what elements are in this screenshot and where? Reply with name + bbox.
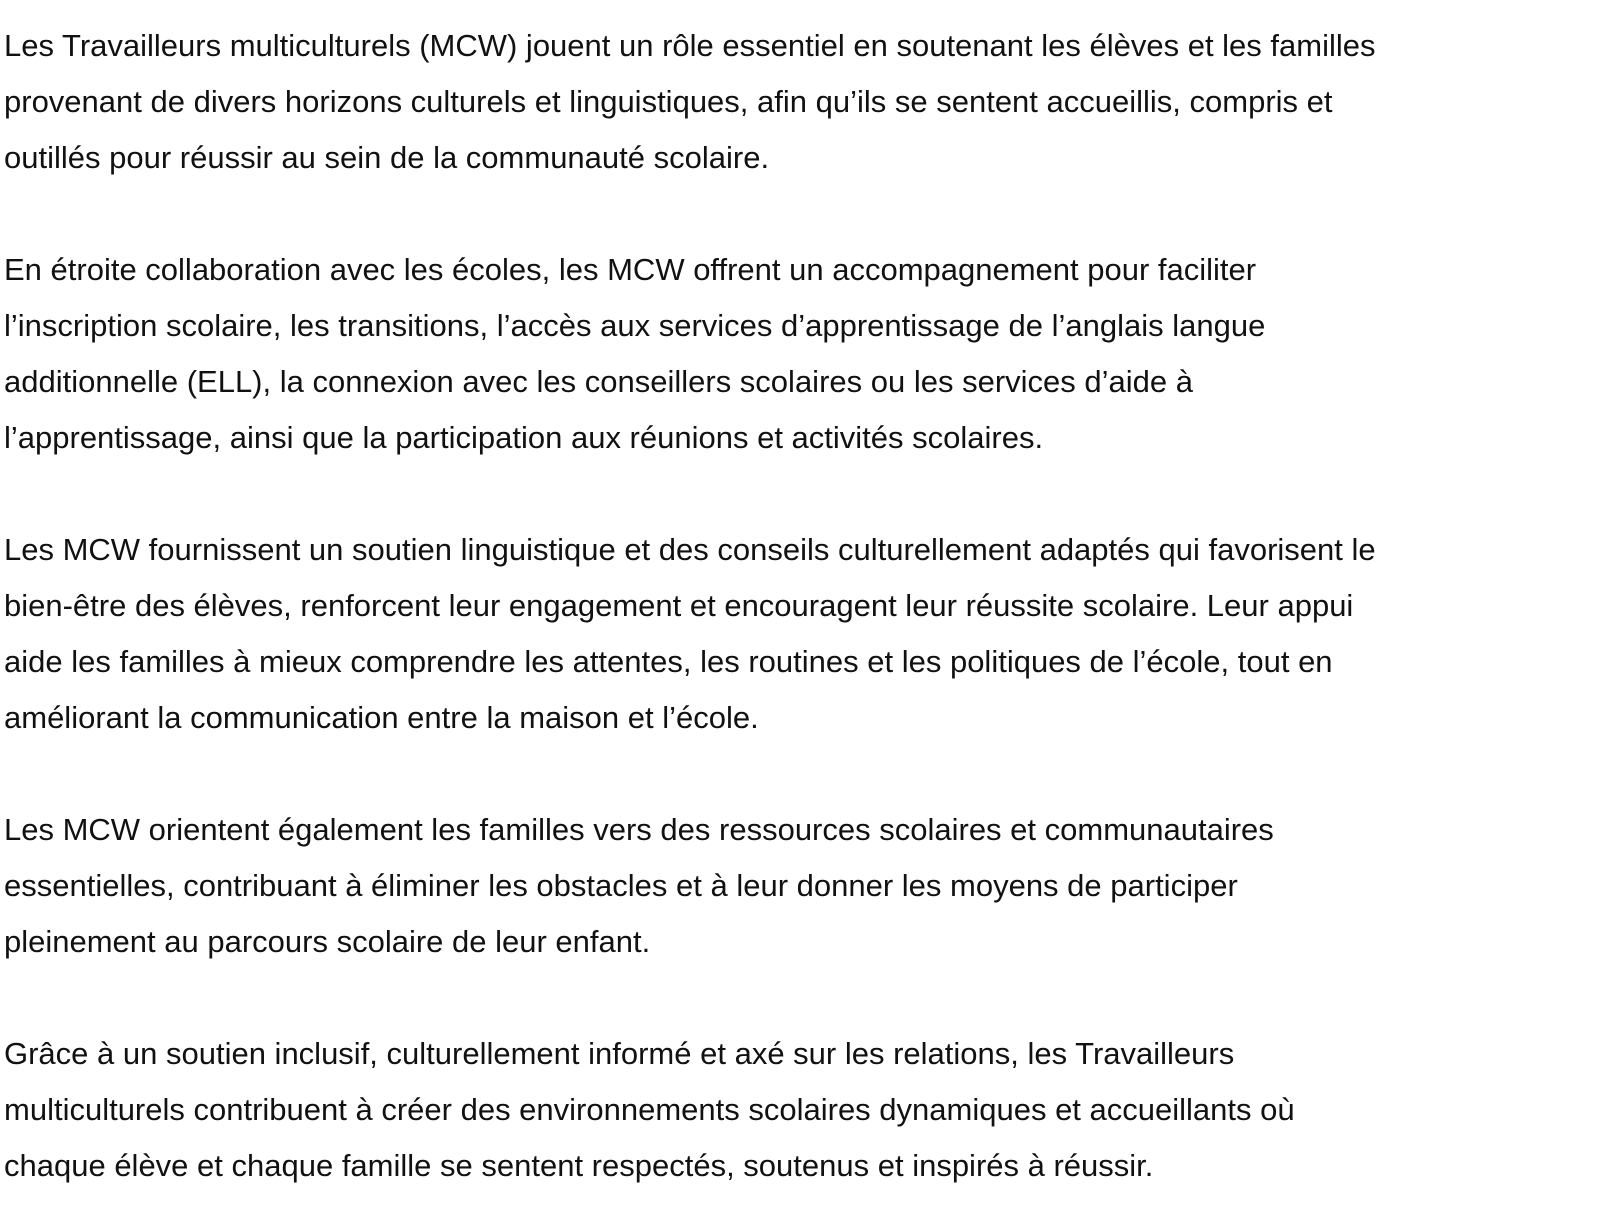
document-body (4, 18, 1596, 1194)
text-line: l’apprentissage, ainsi que la participation aux réunions et activités scolaires. (4, 420, 1044, 455)
text-line: aide les familles à mieux comprendre les attentes, les routines et les politiques de l’école, tout en (4, 644, 1333, 679)
text-line: l’inscription scolaire, les transitions, l’accès aux services d’apprentissage de l’anglais langue (4, 308, 1266, 343)
text-line: multiculturels contribuent à créer des environnements scolaires dynamiques et accueillants où (4, 1092, 1295, 1127)
text-line: provenant de divers horizons culturels et linguistiques, afin qu’ils se sentent accueillis, compris et (4, 84, 1333, 119)
text-line: essentielles, contribuant à éliminer les obstacles et à leur donner les moyens de participer (4, 868, 1238, 903)
paragraph-mcw-role (4, 18, 1596, 186)
text-line: Grâce à un soutien inclusif, culturellement informé et axé sur les relations, les Travailleurs (4, 1036, 1235, 1071)
text-line: chaque élève et chaque famille se sentent respectés, soutenus et inspirés à réussir. (4, 1148, 1154, 1183)
text-line: En étroite collaboration avec les écoles, les MCW offrent un accompagnement pour faciliter (4, 252, 1257, 287)
text-line: améliorant la communication entre la maison et l’école. (4, 700, 759, 735)
text-line: outillés pour réussir au sein de la communauté scolaire. (4, 140, 770, 175)
paragraph-resources (4, 802, 1596, 970)
text-line: Les MCW orientent également les familles vers des ressources scolaires et communautaires (4, 812, 1274, 847)
text-line: additionnelle (ELL), la connexion avec les conseillers scolaires ou les services d’aide à (4, 364, 1193, 399)
paragraph-school-collaboration (4, 242, 1596, 466)
text-line: Les MCW fournissent un soutien linguistique et des conseils culturellement adaptés qui favorisent le (4, 532, 1376, 567)
text-line: bien-être des élèves, renforcent leur engagement et encouragent leur réussite scolaire. Leur appui (4, 588, 1354, 623)
text-line: Les Travailleurs multiculturels (MCW) jouent un rôle essentiel en soutenant les élèves et les familles (4, 28, 1376, 63)
paragraph-inclusive-support (4, 1026, 1596, 1194)
paragraph-linguistic-support (4, 522, 1596, 746)
text-line: pleinement au parcours scolaire de leur enfant. (4, 924, 651, 959)
